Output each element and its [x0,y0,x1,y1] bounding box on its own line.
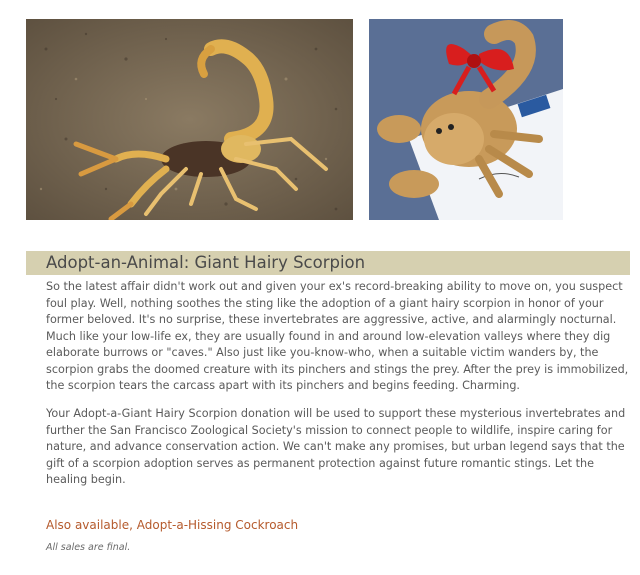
description-paragraph: So the latest affair didn't work out and given your ex's record-breaking ability to move on, you suspect foul play. Well, nothing soothes the sting like the adoption of a giant hairy scorpion in honor of your former beloved. It's no surprise, these invertebrates are aggressive, active, and alarmingly nocturnal. Much like your low-life ex, they are usually found in and around low-elevation valleys where they dig elaborate burrows or "caves." Also just like you-know-who, when a suitable victim wanders by, the scorpion grabs the doomed creature with its pinchers and stings the prey. After the prey is immobilized, the scorpion tears the carcass apart with its pinchers and begins feeding. Charming. [46,280,629,392]
sales-note: All sales are final. [46,542,131,553]
scorpion-photo [26,19,353,220]
plush-scorpion-photo [369,19,563,220]
donation-paragraph: Your Adopt-a-Giant Hairy Scorpion donation will be used to support these mysterious invertebrates and further the San Francisco Zoological Society's mission to connect people to wildlife, inspire caring for nature, and advance conservation action. We can't make any promises, but urban legend says that the gift of a scorpion adoption serves as permanent protection against future romantic stings. Let the healing begin. [46,407,626,486]
title-bar [26,251,630,275]
page-title: Adopt-an-Animal: Giant Hairy Scorpion [46,253,366,272]
also-available-link[interactable]: Also available, Adopt-a-Hissing Cockroach [46,518,299,532]
